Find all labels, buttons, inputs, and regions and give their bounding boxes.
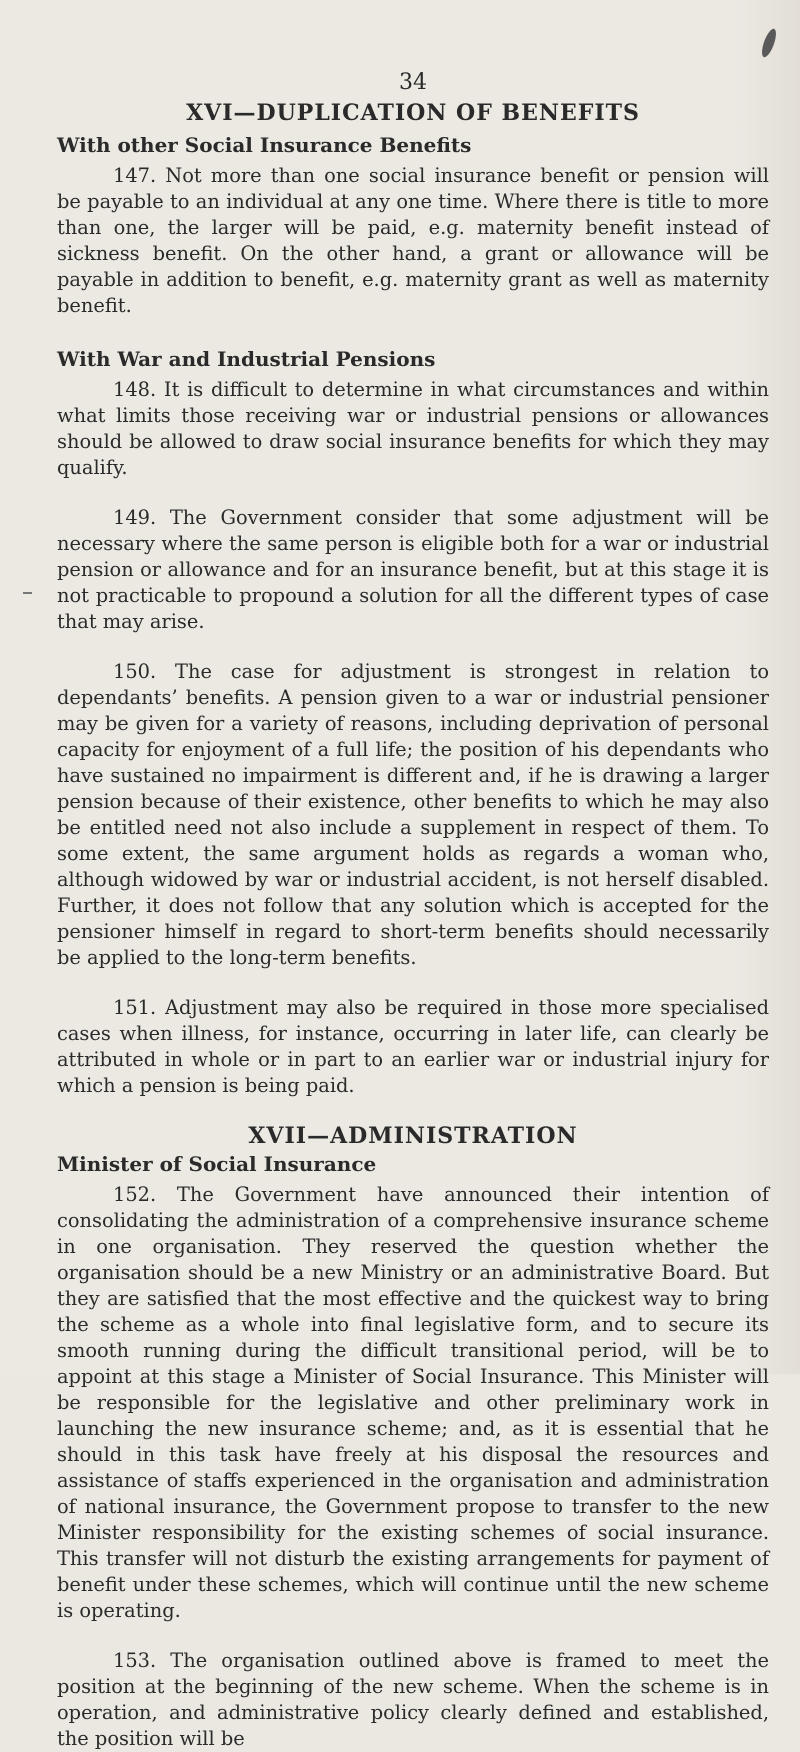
subheading-war-industrial: With War and Industrial Pensions xyxy=(57,347,436,371)
section-title-duplication: XVI—DUPLICATION OF BENEFITS xyxy=(186,100,640,126)
subheading-minister: Minister of Social Insurance xyxy=(57,1152,377,1176)
ink-blot-mark xyxy=(759,27,779,59)
paragraph-153: 153. The organisation outlined above is framed to meet the position at the beginning of the new scheme. When the scheme is in operation, and administrative policy clearly defined and established, the position will be xyxy=(57,1649,769,1750)
paragraph-149: 149. The Government consider that some adjustment will be necessary where the same person is eligible both for a war or industrial pension or allowance and for an insurance benefit, but at this stage it is not practicable to propound a solution for all the different types of case that may arise. xyxy=(57,506,769,633)
margin-tick-mark xyxy=(23,592,32,594)
page-number: 34 xyxy=(399,70,427,95)
subheading-social-insurance: With other Social Insurance Benefits xyxy=(57,133,472,157)
paragraph-151: 151. Adjustment may also be required in those more specialised cases when illness, for instance, occurring in later life, can clearly be attributed in whole or in part to an earlier war or industrial injury for which a pension is being paid. xyxy=(57,996,769,1097)
paragraph-147: 147. Not more than one social insurance benefit or pension will be payable to an individual at any one time. Where there is title to more than one, the larger will be paid, e.g. maternity benefit instead of sickness benefit. On the other hand, a grant or allowance will be payable in addition to benefit, e.g. maternity grant as well as maternity benefit. xyxy=(57,164,769,317)
paragraph-148: 148. It is difficult to determine in what circumstances and within what limits those receiving war or industrial pensions or allowances should be allowed to draw social insurance benefits for which they may qualify. xyxy=(57,378,769,479)
paragraph-150: 150. The case for adjustment is strongest in relation to dependants’ benefits. A pension given to a war or industrial pensioner may be given for a variety of reasons, including deprivation of personal capacity for enjoyment of a full life; the position of his dependants who have sustained no impairment is different and, if he is drawing a larger pension because of their existence, other benefits to which he may also be entitled need not also include a supplement in respect of them. To some extent, the same argument holds as regards a woman who, although widowed by war or industrial accident, is not herself disabled. Further, it does not follow that any solution which is accepted for the pensioner himself in regard to short-term benefits should necessarily be applied to the long-term benefits. xyxy=(57,660,769,969)
section-title-administration: XVII—ADMINISTRATION xyxy=(248,1123,578,1149)
paragraph-152: 152. The Government have announced their intention of consolidating the administration of a comprehensive insurance scheme in one organisation. They reserved the question whether the organisation should be a new Ministry or an administrative Board. But they are satisfied that the most effective and the quickest way to bring the scheme as a whole into final legislative form, and to secure its smooth running during the difficult transitional period, will be to appoint at this stage a Minister of Social Insurance. This Minister will be responsible for the legislative and other preliminary work in launching the new insurance scheme; and, as it is essential that he should in this task have freely at his disposal the resources and assistance of staffs experienced in the organisation and administration of national insurance, the Government propose to transfer to the new Minister responsibility for the existing schemes of social insurance. This transfer will not disturb the existing arrangements for payment of benefit under these schemes, which will continue until the new scheme is operating. xyxy=(57,1183,769,1622)
page-content xyxy=(57,70,769,1752)
